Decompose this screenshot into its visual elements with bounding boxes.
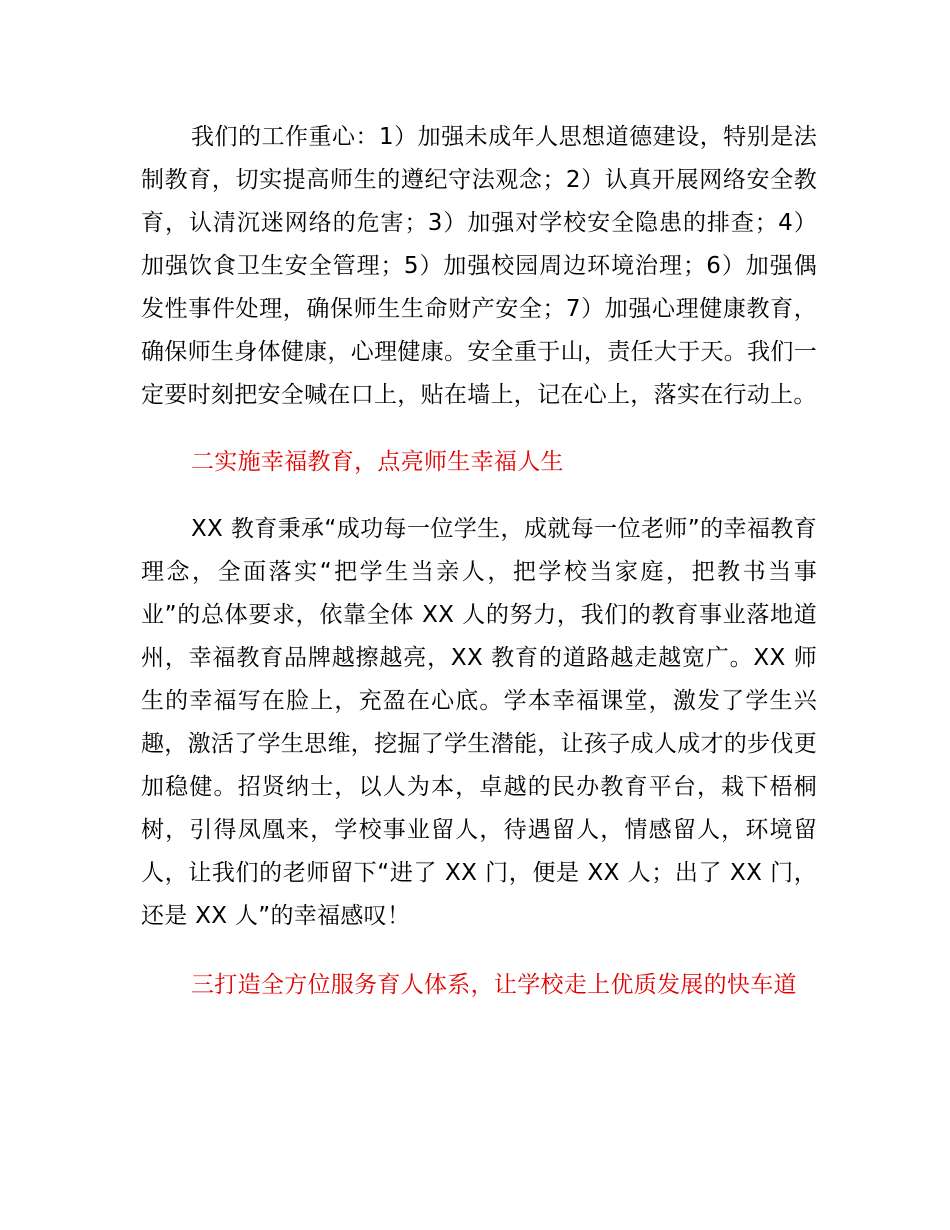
body-paragraph-work-focus: 我们的工作重心：1）加强未成年人思想道德建设，特别是法制教育，切实提高师生的遵纪守法观念；2）认真开展网络安全教育，认清沉迷网络的危害；3）加强对学校安全隐患的排查；4）加强饮食卫生安全管理；5）加强校园周边环境治理；6）加强偶发性事件处理，确保师生生命财产安全；7）加强心理健康教育，确保师生身体健康，心理健康。安全重于山，责任大于天。我们一定要时刻把安全喊在口上，贴在墙上，记在心上，落实在行动上。 [141, 124, 817, 408]
document-body [141, 116, 817, 1007]
section-heading-happiness-education: 二实施幸福教育，点亮师生幸福人生 [191, 449, 564, 475]
body-paragraph-happiness-education: XX 教育秉承“成功每一位学生，成就每一位老师”的幸福教育理念，全面落实“把学生当亲人，把学校当家庭，把教书当事业”的总体要求，依靠全体 XX 人的努力，我们的教育事业落地道州，幸福教育品牌越擦越亮，XX 教育的道路越走越宽广。XX 师生的幸福写在脸上，充盈在心底。学本幸福课堂，激发了学生兴趣，激活了学生思维，挖掘了学生潜能，让孩子成人成才的步伐更加稳健。招贤纳士，以人为本，卓越的民办教育平台，栽下梧桐树，引得凤凰来，学校事业留人，待遇留人，情感留人，环境留人，让我们的老师留下“进了 XX 门，便是 XX 人；出了 XX 门，还是 XX 人”的幸福感叹！ [141, 516, 817, 929]
section-heading-service-system: 三打造全方位服务育人体系，让学校走上优质发展的快车道 [191, 972, 797, 998]
